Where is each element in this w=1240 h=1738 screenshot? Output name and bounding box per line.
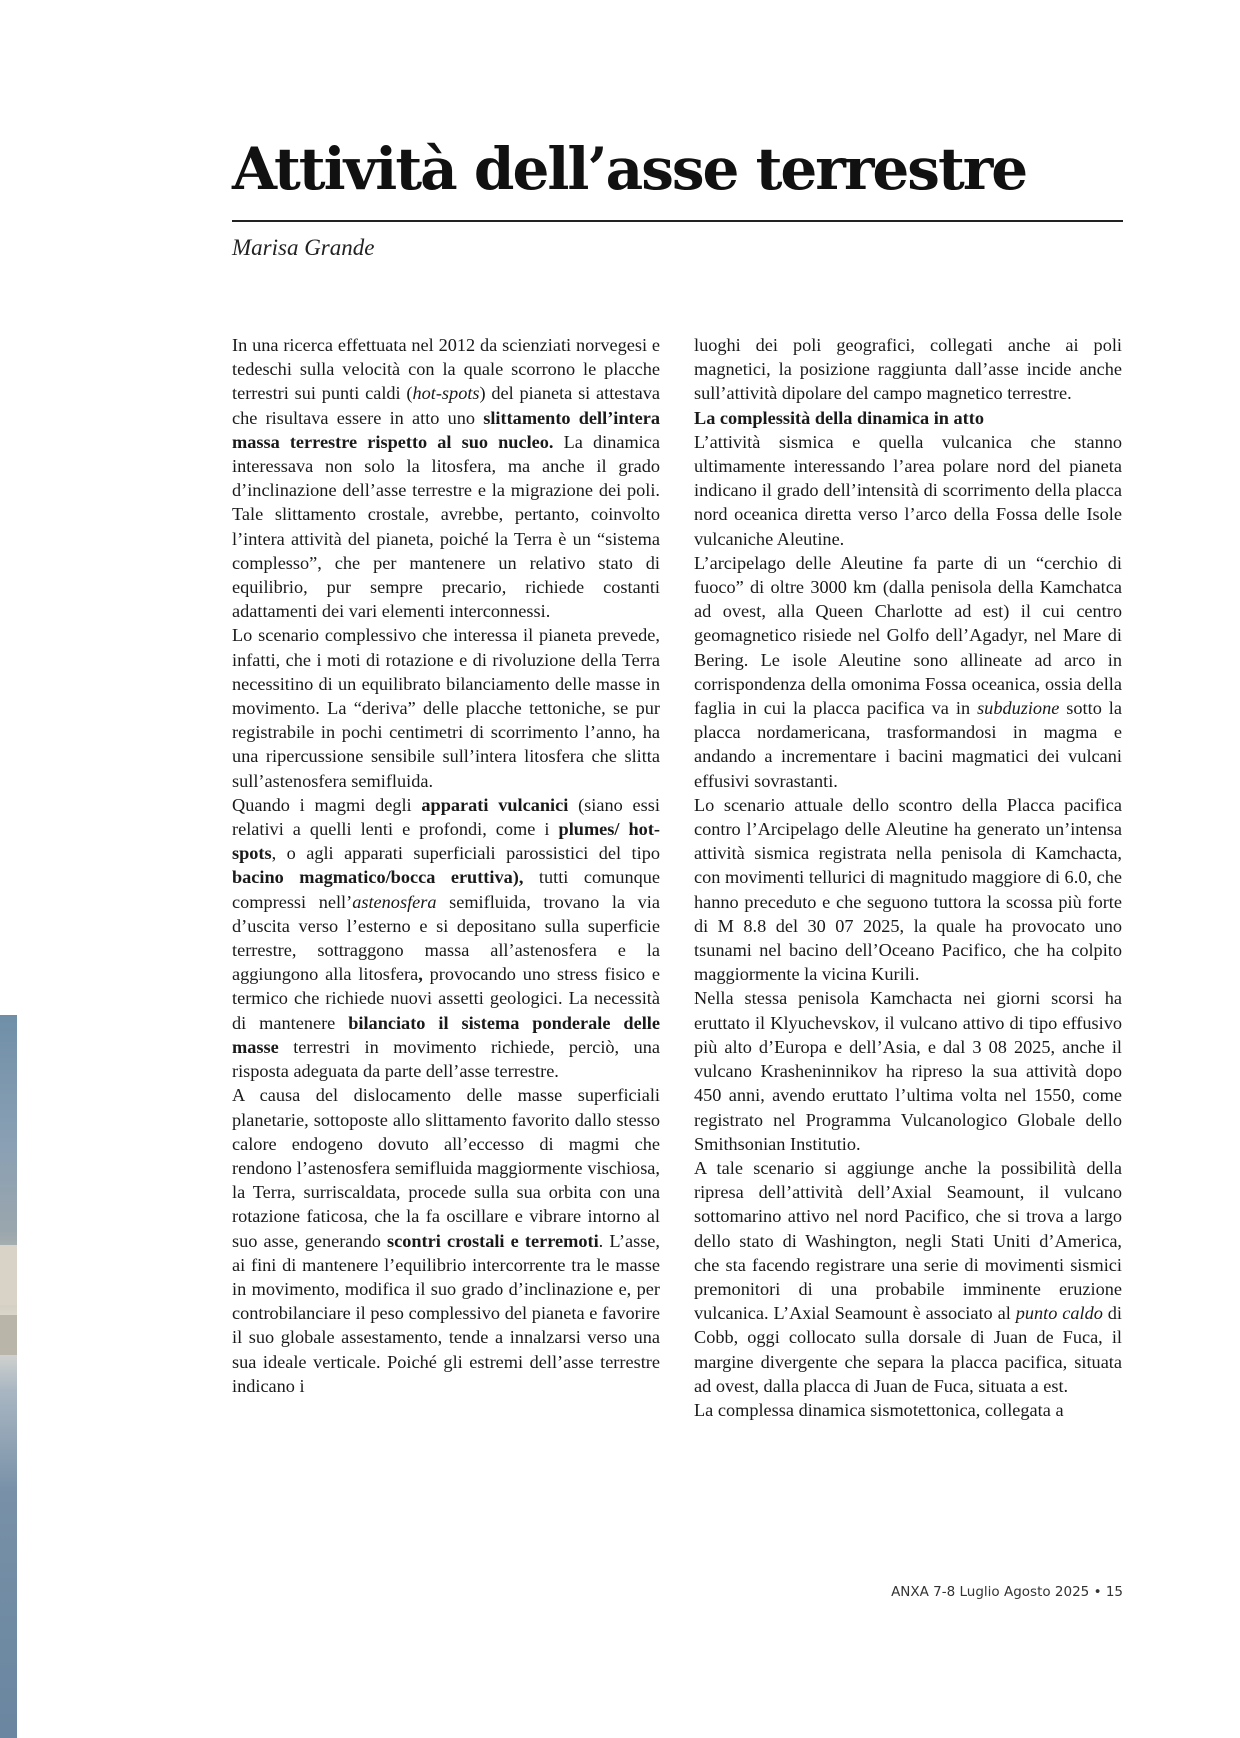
bold-run: slittamento dell’intera massa terrestre rispetto al suo nucleo.	[232, 407, 660, 452]
paragraph: L’attività sismica e quella vulcanica che stanno ultimamente interessando l’area polare nord del pianeta indicano il grado dell’intensità di scorrimento della placca nord oceanica diretta verso l’arco della Fossa delle Isole vulcaniche Aleutine.	[694, 431, 1122, 549]
bold-run: plumes/ hot-spots	[232, 819, 660, 864]
text-run: A causa del dislocamento delle masse superficiali planetarie, sottoposte allo slittamento favorito dallo stesso calore endogeno dovuto all’eccesso di magmi che rendono l’astenosfera semifluida maggiormente vischiosa, la Terra, surriscaldata, procede sulla sua orbita con una rotazione faticosa, che la fa oscillare e vibrare intorno al suo asse, generando	[232, 1085, 660, 1251]
text-run: La dinamica interessava non solo la litosfera, ma anche il grado d’inclinazione dell’asse terrestre e la migrazione dei poli. Tale slittamento crostale, avrebbe, pertanto, coinvolto l’intera attività del pianeta, poiché la Terra è un “sistema complesso”, che per mantenere un relativo stato di equilibrio, pur sempre precario, richiede costanti adattamenti dei vari elementi interconnessi.	[232, 431, 660, 622]
right-column	[694, 333, 1122, 1422]
text-run: sotto la placca nordamericana, trasformandosi in magma e andando a incrementare i bacini magmatici dei vulcani effusivi sovrastanti.	[694, 698, 1123, 791]
text-run: provocando uno stress fisico e termico che richiede nuovi assetti geologici. La necessità di mantenere	[232, 964, 660, 1033]
paragraph: La complessa dinamica sismotettonica, collegata a	[694, 1399, 1064, 1420]
text-run: terrestri in movimento richiede, perciò, una risposta adeguata da parte dell’asse terrestre.	[232, 1036, 660, 1082]
text-run: Quando i magmi degli	[232, 794, 422, 815]
paragraph	[232, 333, 660, 623]
photo-building-shape	[0, 1245, 17, 1305]
italic-run: astenosfera	[352, 891, 437, 912]
article-title: Attività dell’asse terrestre	[232, 135, 1027, 203]
title-divider	[232, 220, 1123, 222]
paragraph	[232, 793, 660, 1083]
edge-photo-image	[0, 1015, 17, 1738]
bold-run: bacino magmatico/bocca eruttiva),	[232, 867, 524, 888]
text-run: A tale scenario si aggiunge anche la possibilità della ripresa dell’attività dell’Axial Seamount, il vulcano sottomarino attivo nel nord Pacifico, che si trova a largo dello stato di Washington, negli Stati Uniti d’America, che sta facendo registrare una serie di movimenti sismici premonitori di una probabile imminente eruzione vulcanica. L’Axial Seamount è associato al	[694, 1157, 1122, 1324]
italic-run: punto caldo	[1015, 1303, 1103, 1324]
text-run: , o agli apparati superficiali parossistici del tipo	[271, 843, 660, 864]
photo-building-shape	[0, 1315, 17, 1355]
left-column	[232, 333, 660, 1398]
bold-run: bilanciato il sistema ponderale delle masse	[232, 1012, 660, 1057]
section-heading: La complessità della dinamica in atto	[694, 407, 984, 428]
page-footer: ANXA 7-8 Luglio Agosto 2025 • 15	[891, 1584, 1123, 1600]
text-run: ) del pianeta si attestava che risultava essere in atto uno	[232, 383, 660, 428]
author-name: Marisa Grande	[232, 235, 375, 260]
text-run: L’arcipelago delle Aleutine fa parte di un “cerchio di fuoco” di oltre 3000 km (dalla penisola della Kamchatca ad ovest, alla Queen Charlotte ad est) il cui centro geomagnetico risiede nel Golfo dell’Agadyr, nel Mare di Bering. Le isole Aleutine sono allineate ad arco in corrispondenza della omonima Fossa oceanica, ossia della faglia in cui la placca pacifica va in	[694, 552, 1122, 719]
paragraph: luoghi dei poli geografici, collegati anche ai poli magnetici, la posizione raggiunta dall’asse incide anche sull’attività dipolare del campo magnetico terrestre.	[694, 335, 1122, 404]
italic-run: subduzione	[977, 698, 1060, 719]
paragraph: Lo scenario complessivo che interessa il pianeta prevede, infatti, che i moti di rotazione e di rivoluzione della Terra necessitino di un equilibrato bilanciamento delle masse in movimento. La “deriva” delle placche tettoniche, se pur registrabile in pochi centimetri di scorrimento l’anno, ha una ripercussione sensibile sull’intera litosfera che slitta sull’astenosfera semifluida.	[232, 625, 660, 791]
text-run: In una ricerca effettuata nel 2012 da scienziati norvegesi e tedeschi sulla velocità con la quale scorrono le placche terrestri sui punti caldi (	[232, 335, 660, 404]
text-run: tutti comunque compressi nell’	[232, 867, 660, 912]
paragraph: Lo scenario attuale dello scontro della Placca pacifica contro l’Arcipelago delle Aleutine ha generato un’intensa attività sismica registrata nella penisola di Kamchacta, con movimenti tellurici di magnitudo maggiore di 6.0, che hanno preceduto e che seguono tuttora la scossa più forte di M 8.8 del 30 07 2025, la quale ha provocato uno tsunami nel bacino dell’Oceano Pacifico, che ha colpito maggiormente la vicina Kurili.	[694, 794, 1122, 985]
bold-run: apparati vulcanici	[421, 794, 569, 815]
paragraph	[694, 1156, 1122, 1398]
paragraph	[232, 1083, 660, 1398]
paragraph	[694, 551, 1122, 793]
text-run: di Cobb, oggi collocato sulla dorsale di Juan de Fuca, il margine divergente che separa la placca pacifica, situata ad ovest, dalla placca di Juan de Fuca, situata a est.	[694, 1303, 1123, 1396]
bold-run: scontri crostali e terremoti	[387, 1230, 599, 1251]
text-run: (siano essi relativi a quelli lenti e profondi, come i	[232, 794, 660, 840]
bold-run: ,	[418, 964, 423, 985]
text-run: . L’asse, ai fini di mantenere l’equilibrio intercorrente tra le masse in movimento, modifica il suo grado d’inclinazione e, per controbilanciare il peso complessivo del pianeta e favorire il suo globale assestamento, tende a innalzarsi verso una sua ideale verticale. Poiché gli estremi dell’asse terrestre indicano i	[232, 1230, 660, 1396]
italic-run: hot-spots	[412, 383, 480, 404]
text-run: semifluida, trovano la via d’uscita verso l’esterno e si depositano sulla superficie terrestre, sottraggono massa all’astenosfera e la aggiungono alla litosfera	[232, 891, 660, 985]
paragraph: Nella stessa penisola Kamchacta nei giorni scorsi ha eruttato il Klyuchevskov, il vulcano attivo di tipo effusivo più alto d’Europa e dell’Asia, e dal 3 08 2025, anche il vulcano Krasheninnikov ha ripreso la sua attività dopo 450 anni, avendo eruttato l’ultima volta nel 1550, come registrato nel Programma Vulcanologico Globale dello Smithsonian Institutio.	[694, 988, 1122, 1154]
